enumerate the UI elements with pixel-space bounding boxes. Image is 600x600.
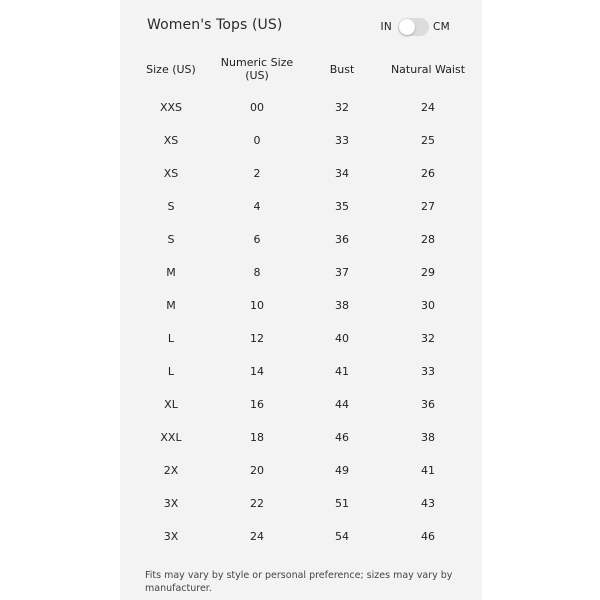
cell-natural-waist: 27 <box>421 200 435 213</box>
table-row <box>120 332 482 346</box>
unit-switch[interactable] <box>398 18 429 36</box>
cell-bust: 49 <box>335 464 349 477</box>
cell-natural-waist: 43 <box>421 497 435 510</box>
cell-size: M <box>166 299 176 312</box>
table-row <box>120 233 482 247</box>
table-row <box>120 431 482 445</box>
table-row <box>120 101 482 115</box>
cell-numeric-size: 22 <box>250 497 264 510</box>
cell-natural-waist: 33 <box>421 365 435 378</box>
cell-size: XS <box>163 134 179 147</box>
cell-size: L <box>167 365 175 378</box>
cell-natural-waist: 38 <box>421 431 435 444</box>
cell-natural-waist: 36 <box>421 398 435 411</box>
cell-size: M <box>166 266 176 279</box>
fit-disclaimer: Fits may vary by style or personal preference; sizes may vary by manufacturer. <box>145 570 453 594</box>
cell-natural-waist: 41 <box>421 464 435 477</box>
table-row <box>120 167 482 181</box>
cell-size: L <box>167 332 175 345</box>
cell-numeric-size: 4 <box>253 200 261 213</box>
cell-bust: 54 <box>335 530 349 543</box>
cell-natural-waist: 46 <box>421 530 435 543</box>
cell-numeric-size: 24 <box>250 530 264 543</box>
table-row <box>120 365 482 379</box>
table-row <box>120 530 482 544</box>
cell-numeric-size: 18 <box>250 431 264 444</box>
column-header-natural-waist: Natural Waist <box>390 63 466 76</box>
table-row <box>120 398 482 412</box>
cell-natural-waist: 25 <box>421 134 435 147</box>
cell-size: 3X <box>163 497 179 510</box>
cell-numeric-size: 8 <box>253 266 261 279</box>
cell-numeric-size: 2 <box>253 167 261 180</box>
table-row <box>120 299 482 313</box>
cell-natural-waist: 30 <box>421 299 435 312</box>
cell-size: 2X <box>163 464 179 477</box>
cell-size: XL <box>164 398 178 411</box>
cell-bust: 34 <box>335 167 349 180</box>
cell-bust: 32 <box>335 101 349 114</box>
cell-bust: 36 <box>335 233 349 246</box>
cell-numeric-size: 6 <box>253 233 261 246</box>
cell-numeric-size: 14 <box>250 365 264 378</box>
column-header-bust: Bust <box>329 63 355 76</box>
cell-numeric-size: 0 <box>253 134 261 147</box>
cell-bust: 46 <box>335 431 349 444</box>
cell-size: XXL <box>160 431 182 444</box>
cell-numeric-size: 10 <box>250 299 264 312</box>
unit-toggle[interactable] <box>380 16 450 38</box>
cell-bust: 38 <box>335 299 349 312</box>
table-row <box>120 266 482 280</box>
cell-size: S <box>167 233 175 246</box>
cell-size: 3X <box>163 530 179 543</box>
cell-size: XS <box>163 167 179 180</box>
cell-bust: 33 <box>335 134 349 147</box>
cell-natural-waist: 26 <box>421 167 435 180</box>
table-row <box>120 134 482 148</box>
unit-label-cm[interactable]: CM <box>433 21 450 33</box>
cell-size: XXS <box>159 101 183 114</box>
cell-natural-waist: 28 <box>421 233 435 246</box>
unit-label-in[interactable]: IN <box>380 21 392 33</box>
switch-knob <box>399 19 415 35</box>
chart-header <box>147 16 465 38</box>
table-row <box>120 497 482 511</box>
cell-size: S <box>167 200 175 213</box>
cell-natural-waist: 32 <box>421 332 435 345</box>
cell-bust: 35 <box>335 200 349 213</box>
cell-bust: 37 <box>335 266 349 279</box>
table-header-row <box>120 56 482 84</box>
column-header-size: Size (US) <box>146 63 196 76</box>
cell-numeric-size: 20 <box>250 464 264 477</box>
cell-bust: 51 <box>335 497 349 510</box>
table-row <box>120 200 482 214</box>
cell-numeric-size: 00 <box>250 101 264 114</box>
chart-title: Women's Tops (US) <box>147 17 283 33</box>
table-row <box>120 464 482 478</box>
size-chart-panel <box>120 0 482 600</box>
cell-natural-waist: 24 <box>421 101 435 114</box>
cell-natural-waist: 29 <box>421 266 435 279</box>
cell-bust: 40 <box>335 332 349 345</box>
cell-numeric-size: 16 <box>250 398 264 411</box>
cell-bust: 41 <box>335 365 349 378</box>
cell-bust: 44 <box>335 398 349 411</box>
cell-numeric-size: 12 <box>250 332 264 345</box>
column-header-numeric-size: Numeric Size (US) <box>220 56 294 82</box>
